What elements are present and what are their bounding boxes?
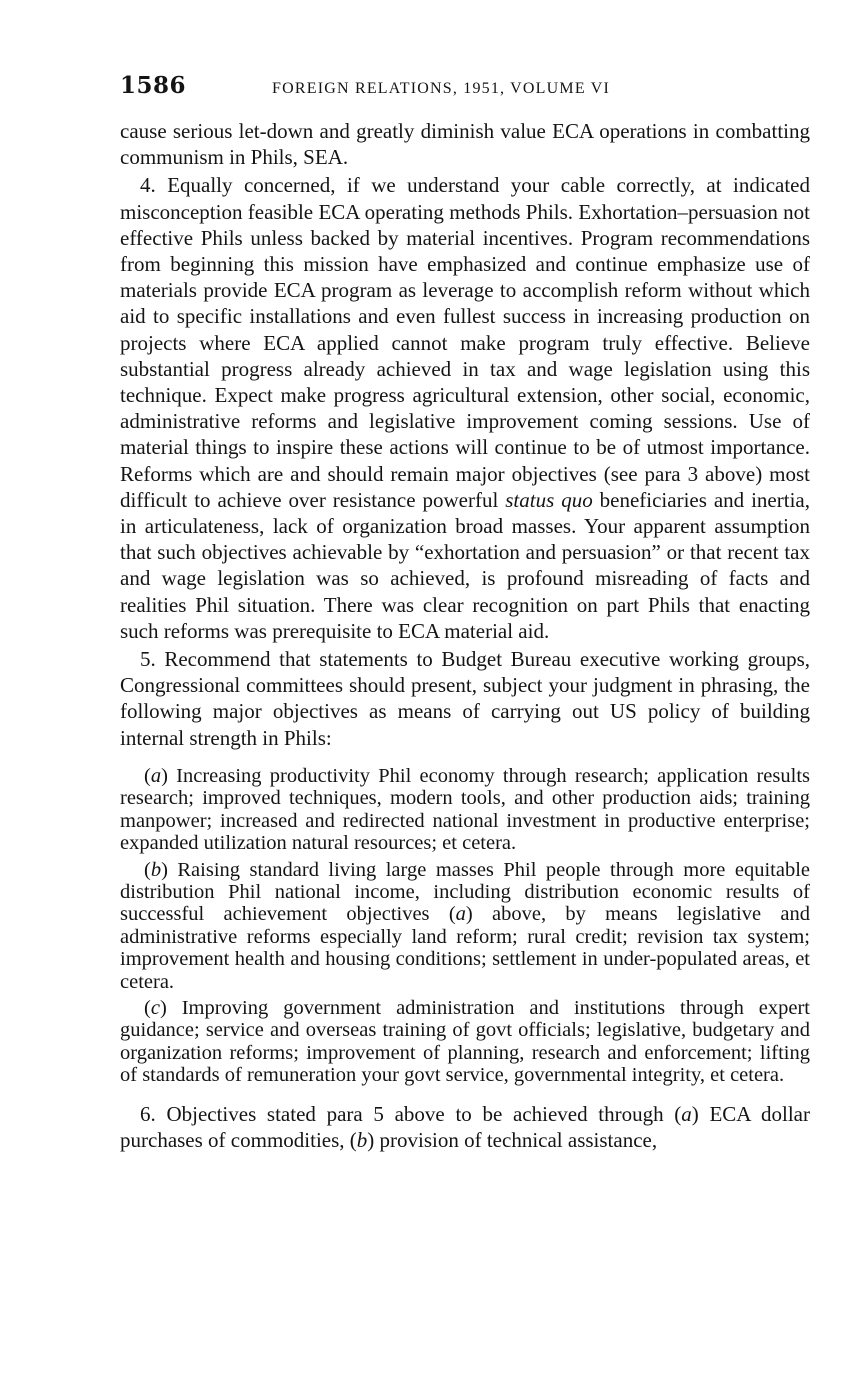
- objective-c-text: Improving government administration and institutions through expert guidance; service and overseas training of govt officials; legislative, budgetary and organization reforms; improvement of planning, research and enforcement; lifting of standards of remuneration your govt service, governmental integrity, et cetera.: [120, 996, 810, 1087]
- objective-c: (c) Improving government administration and institutions through expert guidance; service and overseas training of govt officials; legislative, budgetary and organization reforms; improvement of planning, research and enforcement; lifting of standards of remuneration your govt service, governmental integrity, et cetera.: [120, 996, 810, 1087]
- paragraph-continuation: cause serious let-down and greatly diminish value ECA operations in combatting communism in Phils, SEA.: [120, 119, 810, 170]
- objective-a: (a) Increasing productivity Phil economy through research; application results research; improved techniques, modern tools, and other production aids; training manpower; increased and redirected national investment in productive enterprise; expanded utilization natural resources; et cetera.: [120, 764, 810, 855]
- document-page: [120, 72, 810, 1153]
- paragraph-5: 5. Recommend that statements to Budget Bureau executive working groups, Congressional committees should present, subject your judgment in phrasing, the following major objectives as means of carrying out US policy of building internal strength in Phils:: [120, 647, 810, 750]
- objective-b-ref: a: [455, 903, 466, 926]
- paragraph-4: [120, 172, 810, 644]
- objective-a-label: a: [150, 764, 162, 787]
- paragraph-6-text-3: ) provision of technical assistance,: [367, 1127, 658, 1152]
- running-head: FOREIGN RELATIONS, 1951, VOLUME VI: [272, 80, 611, 97]
- objective-b-text-2: ) above, by means legislative and administrative reforms especially land reform; rural credit; revision tax system; improvement health and housing conditions; settlement in under-populated areas, et cetera.: [120, 903, 810, 993]
- paragraph-4-text-b: beneficiaries and inertia, in articulateness, lack of organization broad masses. Your apparent assumption that such objectives achievable by “exhortation and persuasion” or that recent tax and wage legislation was so achieved, is profound misreading of facts and realities Phil situation. There was clear recognition on part Phils that enacting such reforms was prerequisite to ECA material aid.: [120, 487, 810, 643]
- paragraph-6: [120, 1101, 810, 1153]
- objective-c-label: c: [150, 996, 160, 1019]
- paragraph-6-text-1: 6. Objectives stated para 5 above to be achieved through (: [140, 1101, 682, 1126]
- objective-b-text-1: Raising standard living large masses Phil people through more equitable distribution Phil national income, including distribution economic results of successful achievement objectives (: [120, 858, 810, 926]
- paragraph-4-italic: status quo: [505, 487, 593, 512]
- page-header: [120, 72, 810, 112]
- paragraph-6-b: b: [356, 1127, 368, 1152]
- paragraph-6-a: a: [681, 1101, 692, 1126]
- paragraph-6-text-2: ) ECA dollar purchases of commodities, (: [120, 1101, 810, 1152]
- objective-b: (b) Raising standard living large masses Phil people through more equitable distribution Phil national income, including distribution economic results of successful achievement objectives (a) above, by means legislative and administrative reforms especially land reform; rural credit; revision tax system; improvement health and housing conditions; settlement in under-populated areas, et cetera.: [120, 858, 810, 993]
- page-number: 1586: [120, 72, 187, 99]
- objective-b-label: b: [150, 858, 162, 881]
- objective-a-text: Increasing productivity Phil economy through research; application results research; improved techniques, modern tools, and other production aids; training manpower; increased and redirected national investment in productive enterprise; expanded utilization natural resources; et cetera.: [120, 764, 810, 855]
- paragraph-4-text-a: 4. Equally concerned, if we understand your cable correctly, at indicated misconception feasible ECA operating methods Phils. Exhortation–persuasion not effective Phils unless backed by material incentives. Program recommendations from beginning this mission have emphasized and continue emphasize use of materials provide ECA program as leverage to accomplish reform without which aid to specific installations and even fullest success in increasing production on projects where ECA applied cannot make program truly effective. Believe substantial progress already achieved in tax and wage legislation using this technique. Expect make progress agricultural extension, other social, economic, administrative reforms and legislative improvement coming sessions. Use of material things to inspire these actions will continue to be of utmost importance. Reforms which are and should remain major objectives (see para 3 above) most difficult to achieve over resistance powerful: [120, 173, 810, 512]
